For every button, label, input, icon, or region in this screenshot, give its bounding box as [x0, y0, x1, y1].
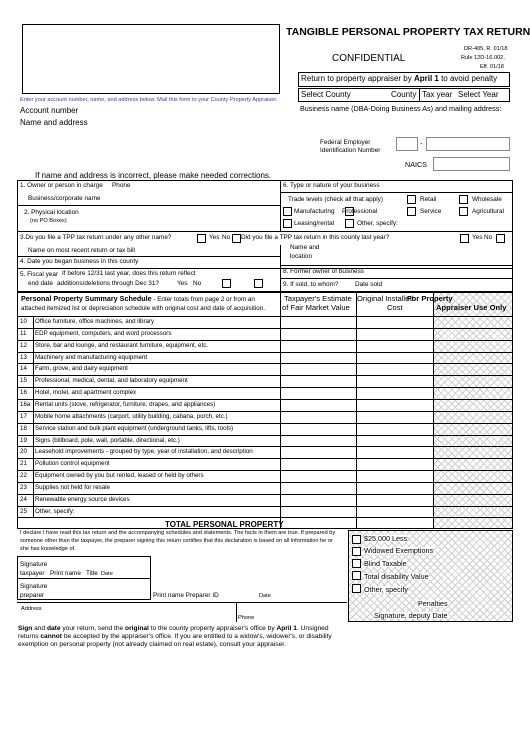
schedule-row-cost-input[interactable] — [357, 329, 432, 340]
schedule-row-number: 10 — [20, 318, 27, 325]
schedule-row-number: 20 — [20, 448, 27, 456]
footer-accepted: be accepted by the appraiser's office. If you are entitled to a widow's, widower's, or disability — [61, 633, 332, 640]
schedule-row-label: Service station and bulk plant equipment (underground tanks, lifts, tools) — [35, 424, 234, 432]
name-address-label: Name and address — [20, 118, 88, 127]
declaration-line-3: she has knowledge of. — [20, 546, 76, 552]
field-6-line — [280, 192, 513, 193]
service-checkbox[interactable] — [407, 207, 416, 216]
penalties-label: Penalties — [418, 599, 448, 608]
other-exemption-label: Other, specify — [364, 585, 408, 594]
schedule-row-cost-input[interactable] — [357, 388, 432, 399]
field-3-no2-label: No — [484, 234, 493, 241]
field-1-phone-label: Phone — [112, 182, 131, 189]
appraiser-options — [350, 532, 512, 620]
select-year-dropdown[interactable]: Select Year — [458, 90, 499, 99]
service-label: Service — [420, 208, 442, 215]
field-3-yes-label: Yes — [209, 234, 220, 241]
county-label: County — [391, 90, 417, 99]
schedule-row-label: Mobile home attachments (carport, utility building, cabana, porch, etc.) — [35, 412, 228, 420]
schedule-row-estimate-input[interactable] — [281, 412, 355, 423]
field-3-other-question: Did you file a TPP tax return in this county last year? — [241, 234, 390, 241]
col-estimate-header-2: of Fair Market Value — [282, 303, 350, 312]
field-5-label: 5. Fiscal year — [20, 271, 59, 278]
field-3-yes-checkbox[interactable] — [197, 234, 206, 243]
schedule-row-number: 24 — [20, 495, 27, 503]
blind-label: Blind Taxable — [364, 559, 407, 568]
leasing-checkbox[interactable] — [283, 219, 292, 228]
fein-label-1: Federal Employer — [320, 139, 371, 146]
col-cost-header-1: Original Installed — [357, 294, 414, 303]
schedule-row-label: Pollution control equipment — [35, 460, 110, 468]
schedule-row-line — [17, 517, 513, 518]
footer-and: and — [32, 625, 47, 632]
field-7-label-2: location — [290, 253, 313, 260]
schedule-row-estimate-input[interactable] — [281, 376, 355, 387]
county-year-divider — [419, 88, 420, 102]
schedule-row-number: 13 — [20, 353, 27, 361]
signature-divider — [17, 578, 151, 579]
field-3-line — [17, 256, 280, 257]
field-1-line — [17, 205, 280, 206]
schedule-row-estimate-input[interactable] — [281, 341, 355, 352]
schedule-row-label: Office furniture, office machines, and library — [35, 318, 155, 325]
footer-april: April 1 — [276, 625, 297, 632]
field-5-no-label: No — [193, 280, 202, 287]
declaration-line-1: I declare I have read this tax return and the accompanying schedules and statements. The facts in them are true. If prepared by — [20, 530, 336, 536]
footer-unsigned: . Unsigned — [296, 625, 329, 632]
schedule-row-cost-input[interactable] — [357, 471, 432, 482]
schedule-row-cost-input[interactable] — [357, 436, 432, 447]
schedule-row-label: Rental units (stove, refrigerator, furniture, drapes, and appliances) — [35, 400, 216, 408]
schedule-row-label: Machinery and manufacturing equipment — [35, 353, 148, 361]
field-3-sub-label: Name on most recent return or tax bill — [28, 247, 135, 254]
field-9-label: 9. If sold, to whom? — [283, 281, 339, 288]
retail-label: Retail — [420, 196, 437, 203]
field-4-label: 4. Date you began business in this county — [20, 258, 139, 265]
schedule-row-number: 19 — [20, 436, 27, 444]
row-number-divider — [33, 316, 34, 517]
schedule-row-estimate-input[interactable] — [281, 388, 355, 399]
agricultural-checkbox[interactable] — [459, 207, 468, 216]
footer-send: your return, send the — [60, 625, 126, 632]
phone-label: Phone — [238, 615, 255, 621]
schedule-row-number: 16 — [20, 389, 27, 397]
schedule-row-estimate-input[interactable] — [281, 400, 355, 411]
schedule-title: Personal Property Summary Schedule — [21, 294, 152, 303]
phone-divider — [236, 602, 237, 622]
schedule-row — [17, 506, 513, 518]
schedule-row-cost-input[interactable] — [357, 400, 432, 411]
footer-returns: returns — [18, 633, 41, 640]
schedule-row-cost-input[interactable] — [357, 507, 432, 518]
field-3-yes2-checkbox[interactable] — [460, 234, 469, 243]
field-3-no-checkbox[interactable] — [232, 234, 241, 243]
leasing-label: Leasing/rental — [294, 220, 335, 227]
schedule-row-cost-input[interactable] — [357, 483, 432, 494]
schedule-row-label: Leasehold improvements - grouped by type, year of installation, and description — [35, 448, 253, 456]
other-checkbox[interactable] — [345, 219, 354, 228]
field-1-sub-label: Business/corporate name — [28, 195, 101, 202]
return-to-suffix: to avoid penalty — [438, 74, 498, 83]
effective-date: Eff. 01/18 — [480, 64, 504, 70]
field-5-yes-checkbox[interactable] — [222, 279, 231, 288]
signature-preparer-label-2: preparer — [20, 592, 45, 599]
signature-deputy-label: Signature, deputy Date — [374, 611, 448, 620]
field-2-label: 2. Physical location — [24, 209, 79, 216]
account-number-label: Account number — [20, 106, 79, 115]
schedule-intro: - Enter totals from page 2 or from an attached itemized list or depreciation schedule with original cost and date of acquisition. — [21, 296, 265, 312]
fein-label-2: Identification Number — [320, 147, 381, 154]
total-personal-property-label: TOTAL PERSONAL PROPERTY — [165, 520, 284, 529]
other-label: Other, specify: — [357, 220, 398, 227]
schedule-row-cost-input[interactable] — [357, 376, 432, 387]
schedule-row-label: Supplies not held for resale — [35, 483, 110, 491]
schedule-row-number: 14 — [20, 365, 27, 373]
footer-sign: Sign — [18, 625, 33, 632]
schedule-row-cost-input[interactable] — [357, 459, 432, 470]
field-3-no2-checkbox[interactable] — [496, 234, 505, 243]
blind-checkbox[interactable] — [352, 559, 361, 568]
field-7-line — [280, 265, 513, 266]
field-5-no-checkbox[interactable] — [254, 279, 263, 288]
footer-cannot: cannot — [40, 633, 62, 640]
footer-line-3: exemption on personal property (not already claimed on real estate), consult your appraiser. — [18, 641, 286, 648]
col-estimate-header-1: Taxpayer's Estimate — [284, 294, 352, 303]
date-label: Date — [101, 571, 113, 577]
schedule-row-estimate-input[interactable] — [281, 483, 355, 494]
schedule-row-number: 23 — [20, 483, 27, 491]
schedule-row-number: 25 — [20, 507, 27, 515]
footer-line-1 — [18, 626, 329, 633]
schedule-row-estimate-input[interactable] — [281, 471, 355, 482]
address-line-top — [17, 602, 347, 603]
footer-office: to the county property appraiser's office by — [148, 625, 277, 632]
field-2-line — [17, 231, 513, 232]
field-2-sub-label: (no PO Boxes) — [30, 218, 67, 224]
schedule-row-label: Signs (billboard, pole, wall, portable, directional, etc.) — [35, 436, 180, 444]
schedule-row-estimate-input[interactable] — [281, 436, 355, 447]
widowed-label: Widowed Exemptions — [364, 546, 434, 555]
schedule-row-label: Renewable energy source devices — [35, 495, 130, 503]
business-name-label: Business name (DBA-Doing Business As) and mailing address: — [300, 104, 502, 113]
exemption-25000-checkbox[interactable] — [352, 535, 361, 544]
print-name-preparer-label: Print name Preparer ID — [153, 592, 219, 599]
print-name-label: Print name — [50, 570, 81, 577]
fein-input-main[interactable] — [426, 137, 510, 151]
schedule-row-cost-input[interactable] — [357, 495, 432, 506]
field-3-label: 3.Do you file a TPP tax return under any other name? — [20, 234, 172, 241]
schedule-row-cost-input[interactable] — [357, 447, 432, 458]
retail-checkbox[interactable] — [407, 195, 416, 204]
schedule-row-estimate-input[interactable] — [281, 507, 355, 518]
fein-dash: - — [420, 139, 423, 148]
schedule-row-number: 22 — [20, 472, 27, 480]
return-to-prefix: Return to property appraiser by — [301, 74, 414, 83]
professional-label: Professional — [342, 208, 378, 215]
schedule-row-cost-input[interactable] — [357, 353, 432, 364]
signature-taxpayer-label-1: Signature — [20, 561, 48, 568]
field-7-label-1: Name and — [290, 244, 320, 251]
col-appraiser-header-1: For Property — [407, 294, 453, 303]
return-to-notice — [301, 75, 497, 83]
widowed-checkbox[interactable] — [352, 547, 361, 556]
select-county-dropdown[interactable]: Select County — [301, 90, 351, 99]
title-label: Title — [86, 570, 98, 577]
tax-year-label: Tax year — [422, 90, 453, 99]
field-3-no-label: No — [222, 234, 231, 241]
field-5-question: If before 12/31 last year, does this return reflect — [62, 270, 196, 277]
field-3-yes2-label: Yes — [472, 234, 483, 241]
schedule-row-estimate-input[interactable] — [281, 317, 355, 328]
schedule-row-label: Professional, medical, dental, and laboratory equipment — [35, 377, 188, 385]
field-1-label: 1. Owner or person in charge — [20, 182, 103, 189]
col-appraiser-header-2: Appraiser Use Only — [436, 303, 507, 312]
address-label: Address — [21, 606, 42, 612]
exemption-25000-label: $25,000 Less — [364, 534, 408, 543]
disability-checkbox[interactable] — [352, 571, 361, 580]
schedule-row-number: 12 — [20, 341, 27, 349]
schedule-row-number: 18 — [20, 424, 27, 432]
schedule-row-cost-input[interactable] — [357, 424, 432, 435]
schedule-title-block — [21, 295, 276, 313]
schedule-row-label: Equipment owned by you but rented, leased or held by others — [35, 472, 204, 480]
manufacturing-checkbox[interactable] — [283, 207, 292, 216]
form-title: TANGIBLE PERSONAL PROPERTY TAX RETURN — [286, 26, 530, 38]
schedule-row-estimate-input[interactable] — [281, 459, 355, 470]
field-6-label: 6. Type or nature of your business — [283, 182, 380, 189]
field-8-label: 8. Former owner of business — [283, 268, 364, 275]
field-4-line — [17, 268, 513, 269]
wholesale-checkbox[interactable] — [459, 195, 468, 204]
form-number: DR-405, R. 01/18 — [464, 46, 508, 52]
schedule-row-cost-input[interactable] — [357, 341, 432, 352]
confidential-label: CONFIDENTIAL — [332, 53, 406, 64]
signature-taxpayer-label-2: taxpayer — [20, 570, 45, 577]
naics-input[interactable] — [433, 157, 510, 171]
schedule-row-estimate-input[interactable] — [281, 495, 355, 506]
manufacturing-label: Manufacturing — [294, 208, 335, 215]
field-8-line — [280, 278, 513, 279]
schedule-row-estimate-input[interactable] — [281, 424, 355, 435]
field-5-yes-label: Yes — [177, 280, 188, 287]
schedule-row-label: Store, bar and lounge, and restaurant furniture, equipment, etc. — [35, 341, 209, 349]
schedule-row-number: 17 — [20, 412, 27, 420]
address-window-box[interactable] — [22, 24, 280, 94]
schedule-row-estimate-input[interactable] — [281, 353, 355, 364]
incorrect-address-note: If name and address is incorrect, please make needed corrections. — [35, 171, 272, 180]
footer-date: date — [46, 625, 61, 632]
schedule-row-estimate-input[interactable] — [281, 329, 355, 340]
field-5-question-2: additions/deletions through Dec 31? — [57, 280, 159, 287]
agricultural-label: Agricultural — [472, 208, 504, 215]
rule-number: Rule 12D-16.002, — [461, 55, 505, 61]
declaration-line-2: someone other than the taxpayer, the preparer signing this return certifies that this declaration is based on all information he or — [20, 538, 333, 544]
schedule-row-estimate-input[interactable] — [281, 447, 355, 458]
naics-label: NAICS — [405, 160, 427, 169]
field-5-end-date: end date — [28, 280, 53, 287]
schedule-row-label: Farm, grove, and dairy equipment — [35, 365, 128, 373]
field-6-trade-levels: Trade levels (check all that apply) — [288, 196, 383, 203]
footer-original: original — [125, 625, 149, 632]
col-cost-header-2: Cost — [387, 303, 403, 312]
fein-input-prefix[interactable] — [396, 137, 418, 151]
schedule-row-estimate-input[interactable] — [281, 364, 355, 375]
fields-divider — [280, 180, 281, 231]
disability-label: Total disability Value — [364, 572, 429, 581]
footer-line-2 — [18, 634, 332, 641]
account-instruction: Enter your account number, name, and address below. Mail this form to your County Property Appraiser. — [20, 97, 278, 103]
return-to-date: April 1 — [413, 74, 439, 83]
schedule-row-cost-input[interactable] — [357, 364, 432, 375]
signature-preparer-label-1: Signature — [20, 583, 48, 590]
wholesale-label: Wholesale — [472, 196, 502, 203]
schedule-row-cost-input[interactable] — [357, 317, 432, 328]
other-exemption-checkbox[interactable] — [352, 584, 361, 593]
schedule-row-label: EDP equipment, computers, and word processors — [35, 329, 172, 337]
schedule-row-cost-input[interactable] — [357, 412, 432, 423]
field-9-date-sold: Date sold — [355, 281, 382, 288]
schedule-row-number: 11 — [20, 329, 27, 337]
schedule-row-label: Other, specify: — [35, 507, 75, 515]
schedule-row-number: 15 — [20, 377, 27, 385]
schedule-row-label: Hotel, motel, and apartment complex — [35, 389, 137, 397]
schedule-row-number: 16a — [20, 400, 31, 408]
schedule-row-number: 21 — [20, 460, 27, 468]
date-label-2: Date — [259, 593, 271, 599]
